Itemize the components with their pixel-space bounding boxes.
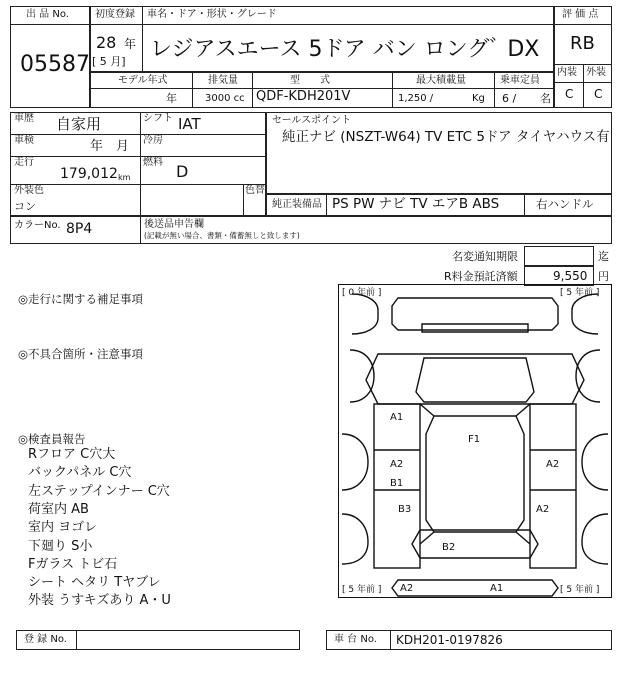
body-upper xyxy=(366,354,584,404)
roof xyxy=(416,358,534,402)
inspector-line: 荷室内 AB xyxy=(28,501,89,517)
mileage-value: 179,012 xyxy=(60,166,118,182)
name-change-box xyxy=(524,246,594,266)
inspector-line: 下廻り S小 xyxy=(28,538,93,554)
mileage-label: 走行 xyxy=(14,157,34,168)
vehicle-name: レジアスエース 5ドア バン ロングﾞ DX xyxy=(150,37,540,62)
mark-b3-left: B3 xyxy=(398,504,412,515)
recycle-unit: 円 xyxy=(598,270,609,283)
mark-a1-bottom: A1 xyxy=(490,583,504,594)
reg-year: 28 xyxy=(96,33,117,52)
load-label: 最大積載量 xyxy=(416,75,466,86)
mark-a1-left: A1 xyxy=(390,412,404,423)
capacity-value: 6 / xyxy=(502,92,517,105)
capacity-unit: 名 xyxy=(540,92,551,105)
inspector-line: シート ヘタリ Tヤブレ xyxy=(28,575,161,591)
mileage-unit: km xyxy=(118,173,131,182)
driving-label: ◎走行に関する補足事項 xyxy=(18,292,144,306)
name-change-label: 名変通知期限 xyxy=(452,250,518,263)
displacement-value: 3000 cc xyxy=(205,93,245,104)
score-label: 評 価 点 xyxy=(562,9,599,20)
reg-month: [ 5 月] xyxy=(92,55,126,68)
exterior-grade: C xyxy=(594,87,603,101)
docs-label: 後送品申告欄 xyxy=(144,219,204,230)
inspector-line: 室内 ヨゴレ xyxy=(28,520,98,536)
mark-a2-right-low: A2 xyxy=(536,504,550,515)
chassis-label: 車 台 No. xyxy=(334,634,377,645)
capacity-label: 乗車定員 xyxy=(500,75,540,86)
recycle-value: 9,550 xyxy=(553,269,588,283)
name-label: 車名・ドア・形状・グレード xyxy=(147,9,277,20)
name-change-unit: 迄 xyxy=(598,250,609,263)
exterior-label: 外装 xyxy=(586,67,606,78)
steering-value: 右ハンドル xyxy=(536,197,594,211)
inspector-line: Fガラス トビ石 xyxy=(28,556,118,572)
equip-label: 純正装備品 xyxy=(272,199,322,210)
reg-no-label: 登 録 No. xyxy=(24,634,67,645)
equipment-value: PS PW ナビ TV エアB ABS xyxy=(332,196,500,212)
interior-label: 内装 xyxy=(557,67,577,78)
color-change-label: 色替 xyxy=(245,185,265,196)
displacement-label: 排気量 xyxy=(208,75,238,86)
mark-a2-bottom: A2 xyxy=(400,583,414,594)
inspection-label: 車検 xyxy=(14,135,34,146)
ext-color-value: コン xyxy=(14,200,36,213)
inspector-line: 左ステップインナー C穴 xyxy=(28,483,170,499)
type-label: 型 式 xyxy=(290,75,330,86)
docs-note: (記載が無い場合、書類・備蓄無しと致します) xyxy=(144,231,300,240)
reg-year-unit: 年 xyxy=(124,37,137,51)
corner-br: [ 5 年前 ] xyxy=(560,585,600,595)
mark-f1: F1 xyxy=(468,434,481,445)
mark-a2-right-mid: A2 xyxy=(546,459,560,470)
color-no-label: カラーNo. xyxy=(14,220,61,231)
history-value: 自家用 xyxy=(56,115,102,133)
model-year-label: モデル年式 xyxy=(118,75,168,86)
corner-tr: [ 5 年前 ] xyxy=(560,288,600,298)
lot-label: 出 品 No. xyxy=(26,9,69,20)
rear-top-outline xyxy=(392,298,558,330)
type-value: QDF-KDH201V xyxy=(256,89,351,104)
load-unit: Kg xyxy=(472,93,485,104)
bottom-plate xyxy=(392,580,558,596)
load-value: 1,250 / xyxy=(398,93,434,104)
sales-label: セールスポイント xyxy=(272,115,352,126)
inspector-line: 外装 うすキズあり A・U xyxy=(28,593,171,609)
defects-label: ◎不具合箇所・注意事項 xyxy=(18,347,144,361)
ac-label: 冷房 xyxy=(143,135,163,146)
model-year-unit: 年 xyxy=(166,92,177,105)
color-no-value: 8P4 xyxy=(66,221,93,237)
fuel-value: D xyxy=(176,162,189,181)
lot-number: 05587 xyxy=(20,52,90,77)
corner-tl: [ 0 年前 ] xyxy=(342,288,382,298)
chassis-value: KDH201-0197826 xyxy=(396,633,503,647)
reg-label: 初度登録 xyxy=(95,9,135,20)
fuel-label: 燃料 xyxy=(143,157,163,168)
interior-grade: C xyxy=(565,87,574,101)
shift-value: IAT xyxy=(178,115,201,133)
inspector-line: Rフロア C穴大 xyxy=(28,447,116,462)
inspection-value: 年 月 xyxy=(90,139,130,154)
score-value: RB xyxy=(570,33,595,54)
recycle-label: R料金預託済額 xyxy=(444,270,518,283)
inspector-line: バックパネル C穴 xyxy=(28,465,132,481)
mark-b1-left: B1 xyxy=(390,478,404,489)
inspector-label: ◎検査員報告 xyxy=(18,432,86,446)
car-diagram xyxy=(338,284,612,598)
history-label: 車歴 xyxy=(14,113,34,124)
corner-bl: [ 5 年前 ] xyxy=(342,585,382,595)
mark-a2-left: A2 xyxy=(390,459,404,470)
shift-label: シフト xyxy=(143,113,173,124)
mark-b2: B2 xyxy=(442,542,456,553)
ext-color-label: 外装色 xyxy=(14,185,44,196)
sales-text: 純正ナビ (NSZT-W64) TV ETC 5ドア タイヤハウス有 xyxy=(282,129,610,145)
